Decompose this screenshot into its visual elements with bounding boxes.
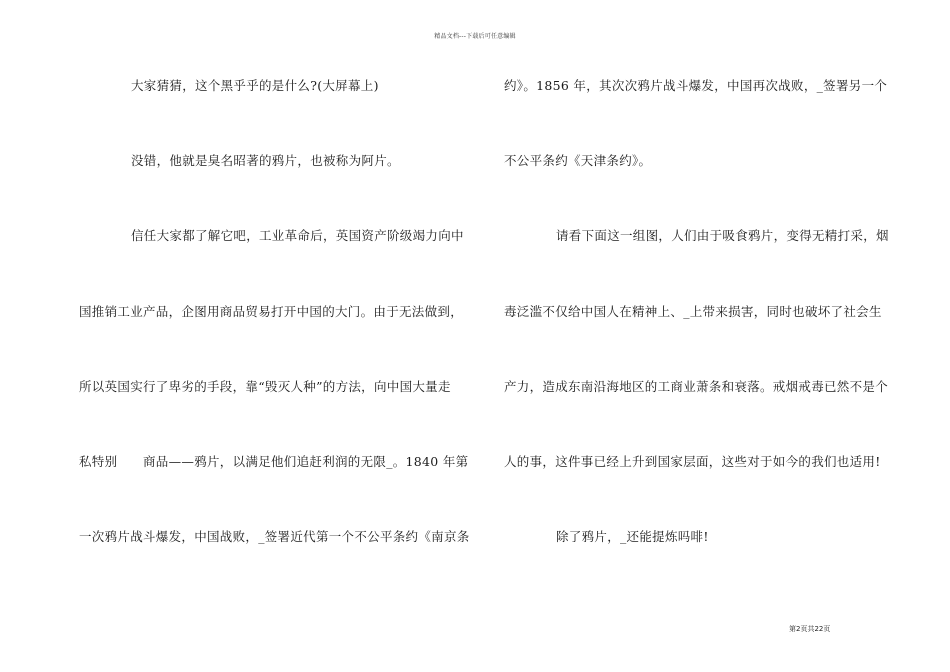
left-paragraph-line: 一次鸦片战斗爆发，中国战败，_签署近代第一个不公平条约《南京条 xyxy=(79,529,470,544)
right-paragraph-line: 产力，造成东南沿海地区的工商业萧条和衰落。戒烟戒毒已然不是个 xyxy=(504,379,889,394)
left-paragraph-line: 所以英国实行了卑劣的手段，靠“毁灭人种”的方法，向中国大量走 xyxy=(79,379,451,394)
page-header: 精品文档---下载后可任意编辑 xyxy=(434,33,516,40)
left-paragraph-line: 信任大家都了解它吧，工业革命后，英国资产阶级竭力向中 xyxy=(131,228,464,243)
right-paragraph-line: 请看下面这一组图，人们由于吸食鸦片，变得无精打采，烟 xyxy=(556,228,889,243)
right-paragraph-line: 人的事，这件事已经上升到国家层面，这些对于如今的我们也适用! xyxy=(504,454,881,469)
page-number: 第2页共22页 xyxy=(789,625,831,633)
right-paragraph-line: 约》。1856 年，其次次鸦片战斗爆发，中国再次战败，_签署另一个 xyxy=(504,78,888,93)
left-paragraph-line: 大家猜猜，这个黑乎乎的是什么?(大屏幕上) xyxy=(131,78,379,93)
left-paragraph-line: 没错，他就是臭名昭著的鸦片，也被称为阿片。 xyxy=(131,153,400,168)
right-paragraph-line: 不公平条约《天津条约》。 xyxy=(504,153,652,168)
left-paragraph-line: 私特别 商品——鸦片，以满足他们追赶利润的无限_。1840 年第 xyxy=(79,454,469,469)
right-paragraph-line: 毒泛滥不仅给中国人在精神上、_上带来损害，同时也破坏了社会生 xyxy=(504,304,882,319)
right-paragraph-line: 除了鸦片，_还能提炼吗啡! xyxy=(556,529,709,544)
left-paragraph-line: 国推销工业产品，企图用商品贸易打开中国的大门。由于无法做到， xyxy=(79,304,464,319)
